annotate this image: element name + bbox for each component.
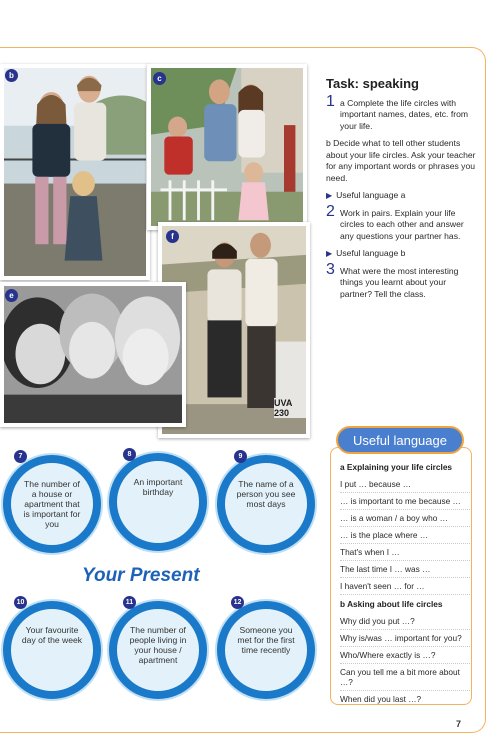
section-title: Your Present xyxy=(82,565,200,586)
step-number: 2 xyxy=(326,202,335,220)
circle-text: The name of a person you see most days xyxy=(236,479,296,509)
phrase: Who/Where exactly is …? xyxy=(340,647,470,664)
photo-label-c: c xyxy=(153,72,166,85)
link-label: Useful language a xyxy=(336,190,406,200)
life-circle-9 xyxy=(217,455,315,553)
phrase: I put … because … xyxy=(340,476,470,493)
life-circle-12 xyxy=(217,601,315,699)
useful-language-b-link[interactable] xyxy=(326,248,476,260)
photo-e xyxy=(0,282,186,427)
license-plate: UVA 230 xyxy=(274,398,306,418)
useful-language-content xyxy=(340,462,470,707)
photo-c xyxy=(147,64,307,230)
useful-language-a-link[interactable] xyxy=(326,190,476,202)
life-circle-11 xyxy=(109,601,207,699)
link-label: Useful language b xyxy=(336,248,406,258)
step-number: 3 xyxy=(326,260,335,278)
photo-label-e: e xyxy=(5,289,18,302)
step-1a-text: a Complete the life circles with important names, dates, etc. from your life. xyxy=(340,97,469,131)
triangle-icon: ▶ xyxy=(326,249,333,258)
triangle-icon: ▶ xyxy=(326,191,333,200)
page-number: 7 xyxy=(456,719,462,729)
photo-b xyxy=(0,64,150,280)
circle-text: The number of a house or apartment that is important for you xyxy=(23,479,81,529)
circle-text: An important birthday xyxy=(133,477,183,497)
life-circle-7 xyxy=(3,455,101,553)
life-circle-10 xyxy=(3,601,101,699)
phrase: Why is/was … important for you? xyxy=(340,630,470,647)
circle-text: Your favourite day of the week xyxy=(21,625,83,645)
circle-number-10: 10 xyxy=(14,596,27,609)
step-2 xyxy=(326,202,476,243)
phrase: That's when I … xyxy=(340,544,470,561)
circle-text: The number of people living in your house / apartment xyxy=(129,625,187,665)
circle-number-12: 12 xyxy=(231,596,244,609)
phrase: When did you last …? xyxy=(340,694,422,704)
section-a-heading: a Explaining your life circles xyxy=(340,462,453,472)
circle-number-8: 8 xyxy=(123,448,136,461)
task-title: Task: speaking xyxy=(326,76,419,91)
section-b-heading: b Asking about life circles xyxy=(340,599,443,609)
photo-label-b: b xyxy=(5,69,18,82)
phrase: … is a woman / a boy who … xyxy=(340,510,470,527)
phrase: … is the place where … xyxy=(340,527,470,544)
circle-number-11: 11 xyxy=(123,596,136,609)
step-number: 1 xyxy=(326,92,335,110)
circle-number-9: 9 xyxy=(234,450,247,463)
task-speaking xyxy=(326,78,476,306)
step-3 xyxy=(326,260,476,301)
life-circle-8 xyxy=(109,453,207,551)
step-3-text: What were the most interesting things you learnt about your partner? Tell the class. xyxy=(340,265,459,299)
phrase: I haven't seen … for … xyxy=(340,578,470,595)
photo-label-f: f xyxy=(166,230,179,243)
phrase: The last time I … was … xyxy=(340,561,470,578)
circle-text: Someone you met for the first time recently xyxy=(237,625,295,655)
phrase: Why did you put …? xyxy=(340,613,470,630)
circle-number-7: 7 xyxy=(14,450,27,463)
phrase: Can you tell me a bit more about …? xyxy=(340,664,470,691)
step-1b-text: b Decide what to tell other students about your life circles. Ask your teacher for any important words or phrases you need. xyxy=(326,138,476,183)
useful-language-title: Useful language xyxy=(336,426,464,454)
step-1 xyxy=(326,92,476,133)
phrase: … is important to me because … xyxy=(340,493,470,510)
step-2-text: Work in pairs. Explain your life circles to each other and answer any questions your partner has. xyxy=(340,207,464,241)
